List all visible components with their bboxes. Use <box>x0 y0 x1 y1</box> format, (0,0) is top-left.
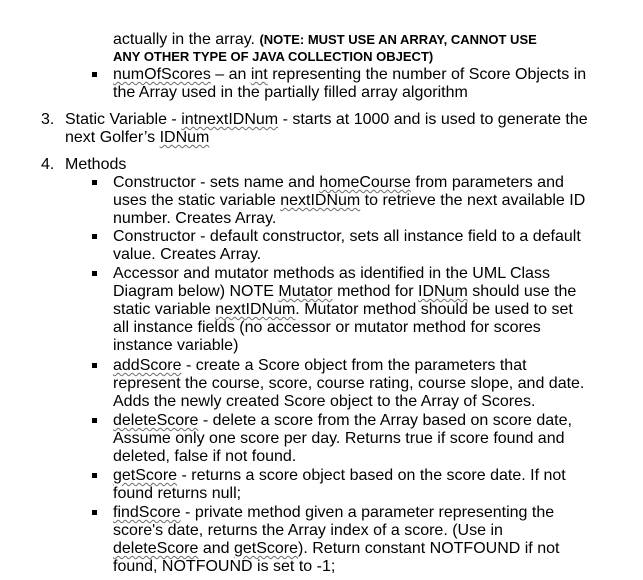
method-line: Diagram below) NOTE Mutator method for IDNum should use the <box>113 283 577 300</box>
method-item-delete-score: deleteScore - delete a score from the Array based on score date, <box>113 412 572 429</box>
bullet-icon <box>92 271 97 276</box>
method-line: number. Creates Array. <box>113 210 277 227</box>
num-of-scores-line-2: the Array used in the partially filled array algorithm <box>113 84 468 101</box>
method-line: Adds the newly created Score object to the Array of Scores. <box>113 393 536 410</box>
method-item-find-score: findScore - private method given a parameter representing the <box>113 504 555 521</box>
bullet-icon <box>92 180 97 185</box>
array-field-line-1: actually in the array. (NOTE: MUST USE AN ARRAY, CANNOT USE <box>113 31 537 48</box>
method-item-accessors: Accessor and mutator methods as identified in the UML Class <box>113 265 550 282</box>
bullet-icon <box>92 234 97 239</box>
method-item-constructor-1: Constructor - sets name and homeCourse from parameters and <box>113 174 564 191</box>
array-note: (NOTE: MUST USE AN ARRAY, CANNOT USE <box>259 32 537 47</box>
section-3-line-1: Static Variable - intnextIDNum - starts at 1000 and is used to generate the <box>65 111 588 128</box>
method-line: found returns null; <box>113 485 242 502</box>
method-item-get-score: getScore - returns a score object based on the score date. If not <box>113 467 566 484</box>
section-4-heading: Methods <box>65 156 127 173</box>
method-line: deleteScore and getScore). Return constant NOTFOUND if not <box>113 540 560 557</box>
bullet-icon <box>92 72 97 77</box>
method-line: instance variable) <box>113 337 239 354</box>
method-item-add-score: addScore - create a Score object from the parameters that <box>113 357 527 374</box>
section-3-number: 3. <box>41 111 55 128</box>
method-line: static variable nextIDNum. Mutator method should be used to set <box>113 301 573 318</box>
bullet-icon <box>92 510 97 515</box>
method-line: uses the static variable nextIDNum to retrieve the next available ID <box>113 192 586 209</box>
method-line: score's date, returns the Array index of a score. (Use in <box>113 522 503 539</box>
method-line: Assume only one score per day. Returns true if score found and <box>113 430 565 447</box>
method-line: value. Creates Array. <box>113 246 262 263</box>
section-3-line-2: next Golfer’s IDNum <box>65 129 210 146</box>
method-item-default-constructor: Constructor - default constructor, sets all instance field to a default <box>113 228 581 245</box>
method-line: deleted, false if not found. <box>113 448 297 465</box>
bullet-icon <box>92 473 97 478</box>
bullet-icon <box>92 363 97 368</box>
array-field-line-2: ANY OTHER TYPE OF JAVA COLLECTION OBJECT) <box>113 49 434 64</box>
method-line: represent the course, score, course rating, course slope, and date. <box>113 375 585 392</box>
method-line: all instance fields (no accessor or mutator method for scores <box>113 319 541 336</box>
method-line: found, NOTFOUND is set to -1; <box>113 558 336 575</box>
num-of-scores-line-1: numOfScores – an int representing the number of Score Objects in <box>113 66 587 83</box>
bullet-icon <box>92 418 97 423</box>
section-4-number: 4. <box>41 156 55 173</box>
